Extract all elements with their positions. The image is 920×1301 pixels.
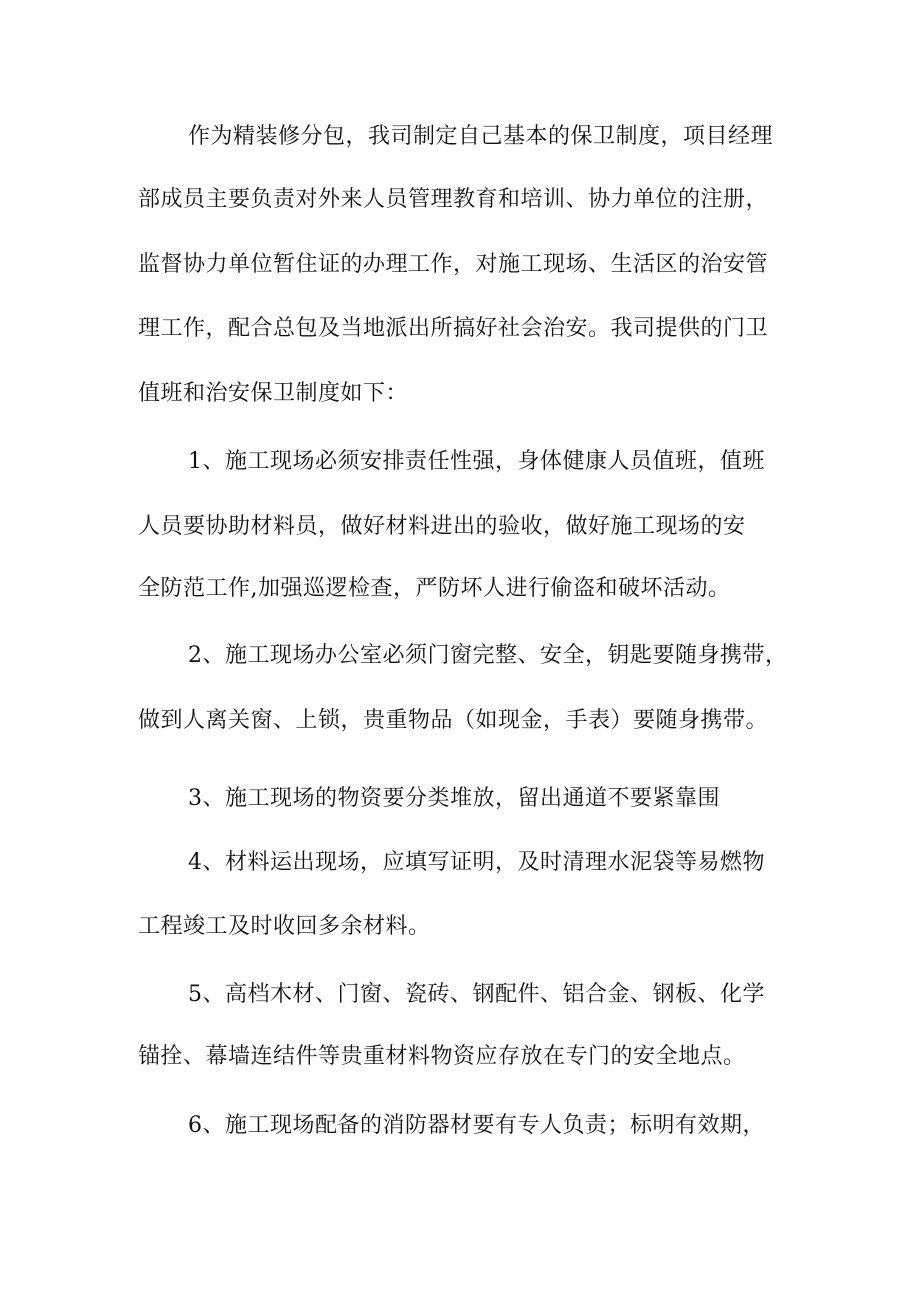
intro-line-2: 部成员主要负责对外来人员管理教育和培训、协力单位的注册， xyxy=(138,187,769,212)
intro-line-3: 监督协力单位暂住证的办理工作，对施工现场、生活区的治安管 xyxy=(138,252,769,277)
item-2-line-1: 2、施工现场办公室必须门窗完整、安全，钥匙要随身携带， xyxy=(188,643,788,668)
item-5-line-2: 锚拴、幕墙连结件等贵重材料物资应存放在专门的安全地点。 xyxy=(138,1044,746,1069)
item-1-line-3: 全防范工作,加强巡逻检查，严防坏人进行偷盗和破坏活动。 xyxy=(138,576,731,601)
intro-line-5: 值班和治安保卫制度如下： xyxy=(138,381,409,406)
item-2-line-2: 做到人离关窗、上锁，贵重物品（如现金，手表）要随身携带。 xyxy=(138,708,769,733)
item-1-line-1: 1、施工现场必须安排责任性强，身体健康人员值班，值班 xyxy=(188,449,765,474)
item-6-line-1: 6、施工现场配备的消防器材要有专人负责；标明有效期， xyxy=(188,1113,765,1138)
item-4-line-2: 工程竣工及时收回多余材料。 xyxy=(138,914,431,939)
item-5-line-1: 5、高档木材、门窗、瓷砖、钢配件、铝合金、钢板、化学 xyxy=(188,982,765,1007)
intro-line-4: 理工作，配合总包及当地派出所搞好社会治安。我司提供的门卫 xyxy=(138,316,769,341)
intro-line-1: 作为精装修分包，我司制定自己基本的保卫制度，项目经理 xyxy=(188,124,774,149)
item-3-line-1: 3、施工现场的物资要分类堆放，留出通道不要紧靠围 xyxy=(188,786,720,811)
item-1-line-2: 人员要协助材料员，做好材料进出的验收，做好施工现场的安 xyxy=(138,514,746,539)
item-4-line-1: 4、材料运出现场，应填写证明，及时清理水泥袋等易燃物 xyxy=(188,850,765,875)
